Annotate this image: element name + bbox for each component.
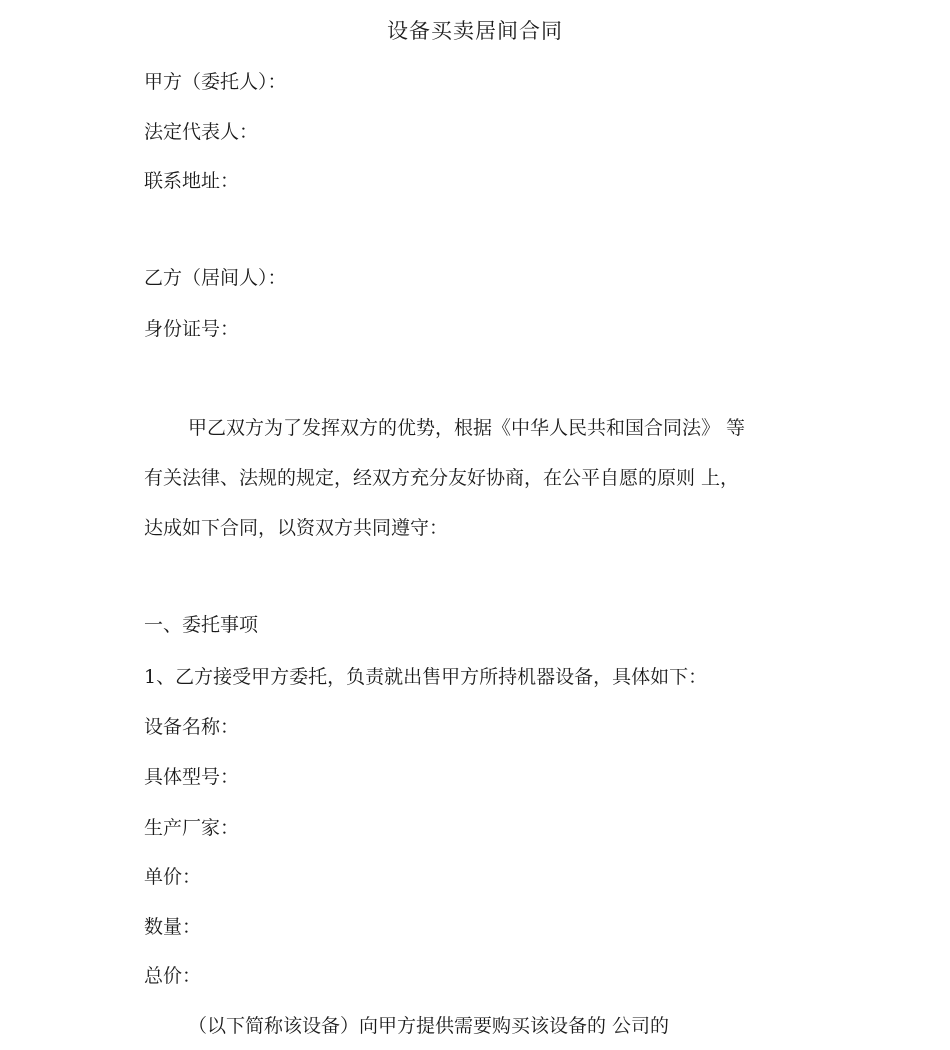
document-title: 设备买卖居间合同 xyxy=(387,19,563,43)
preamble-line-2: 有关法律、法规的规定，经双方充分友好协商，在公平自愿的原则 上， xyxy=(144,467,740,489)
section-heading-entrusted-matters: 一、委托事项 xyxy=(144,614,259,636)
field-quantity: 数量： xyxy=(144,916,202,938)
preamble-line-1: 甲乙双方为了发挥双方的优势，根据《中华人民共和国合同法》 等 xyxy=(188,417,746,439)
clause-1-text: 1、乙方接受甲方委托，负责就出售甲方所持机器设备，具体如下： xyxy=(144,666,708,688)
party-a-label: 甲方（委托人）： xyxy=(144,71,287,93)
field-model-number: 具体型号： xyxy=(144,766,240,788)
field-total-price: 总价： xyxy=(144,965,202,987)
contact-address-label: 联系地址： xyxy=(144,170,240,192)
legal-representative-label: 法定代表人： xyxy=(144,121,259,143)
field-manufacturer: 生产厂家： xyxy=(144,817,240,839)
preamble-line-3: 达成如下合同，以资双方共同遵守： xyxy=(144,517,449,539)
party-b-label: 乙方（居间人）： xyxy=(144,267,287,289)
continuation-line: （以下简称该设备）向甲方提供需要购买该设备的 公司的 xyxy=(188,1015,670,1037)
field-unit-price: 单价： xyxy=(144,866,202,888)
field-equipment-name: 设备名称： xyxy=(144,716,240,738)
id-number-label: 身份证号： xyxy=(144,318,240,340)
